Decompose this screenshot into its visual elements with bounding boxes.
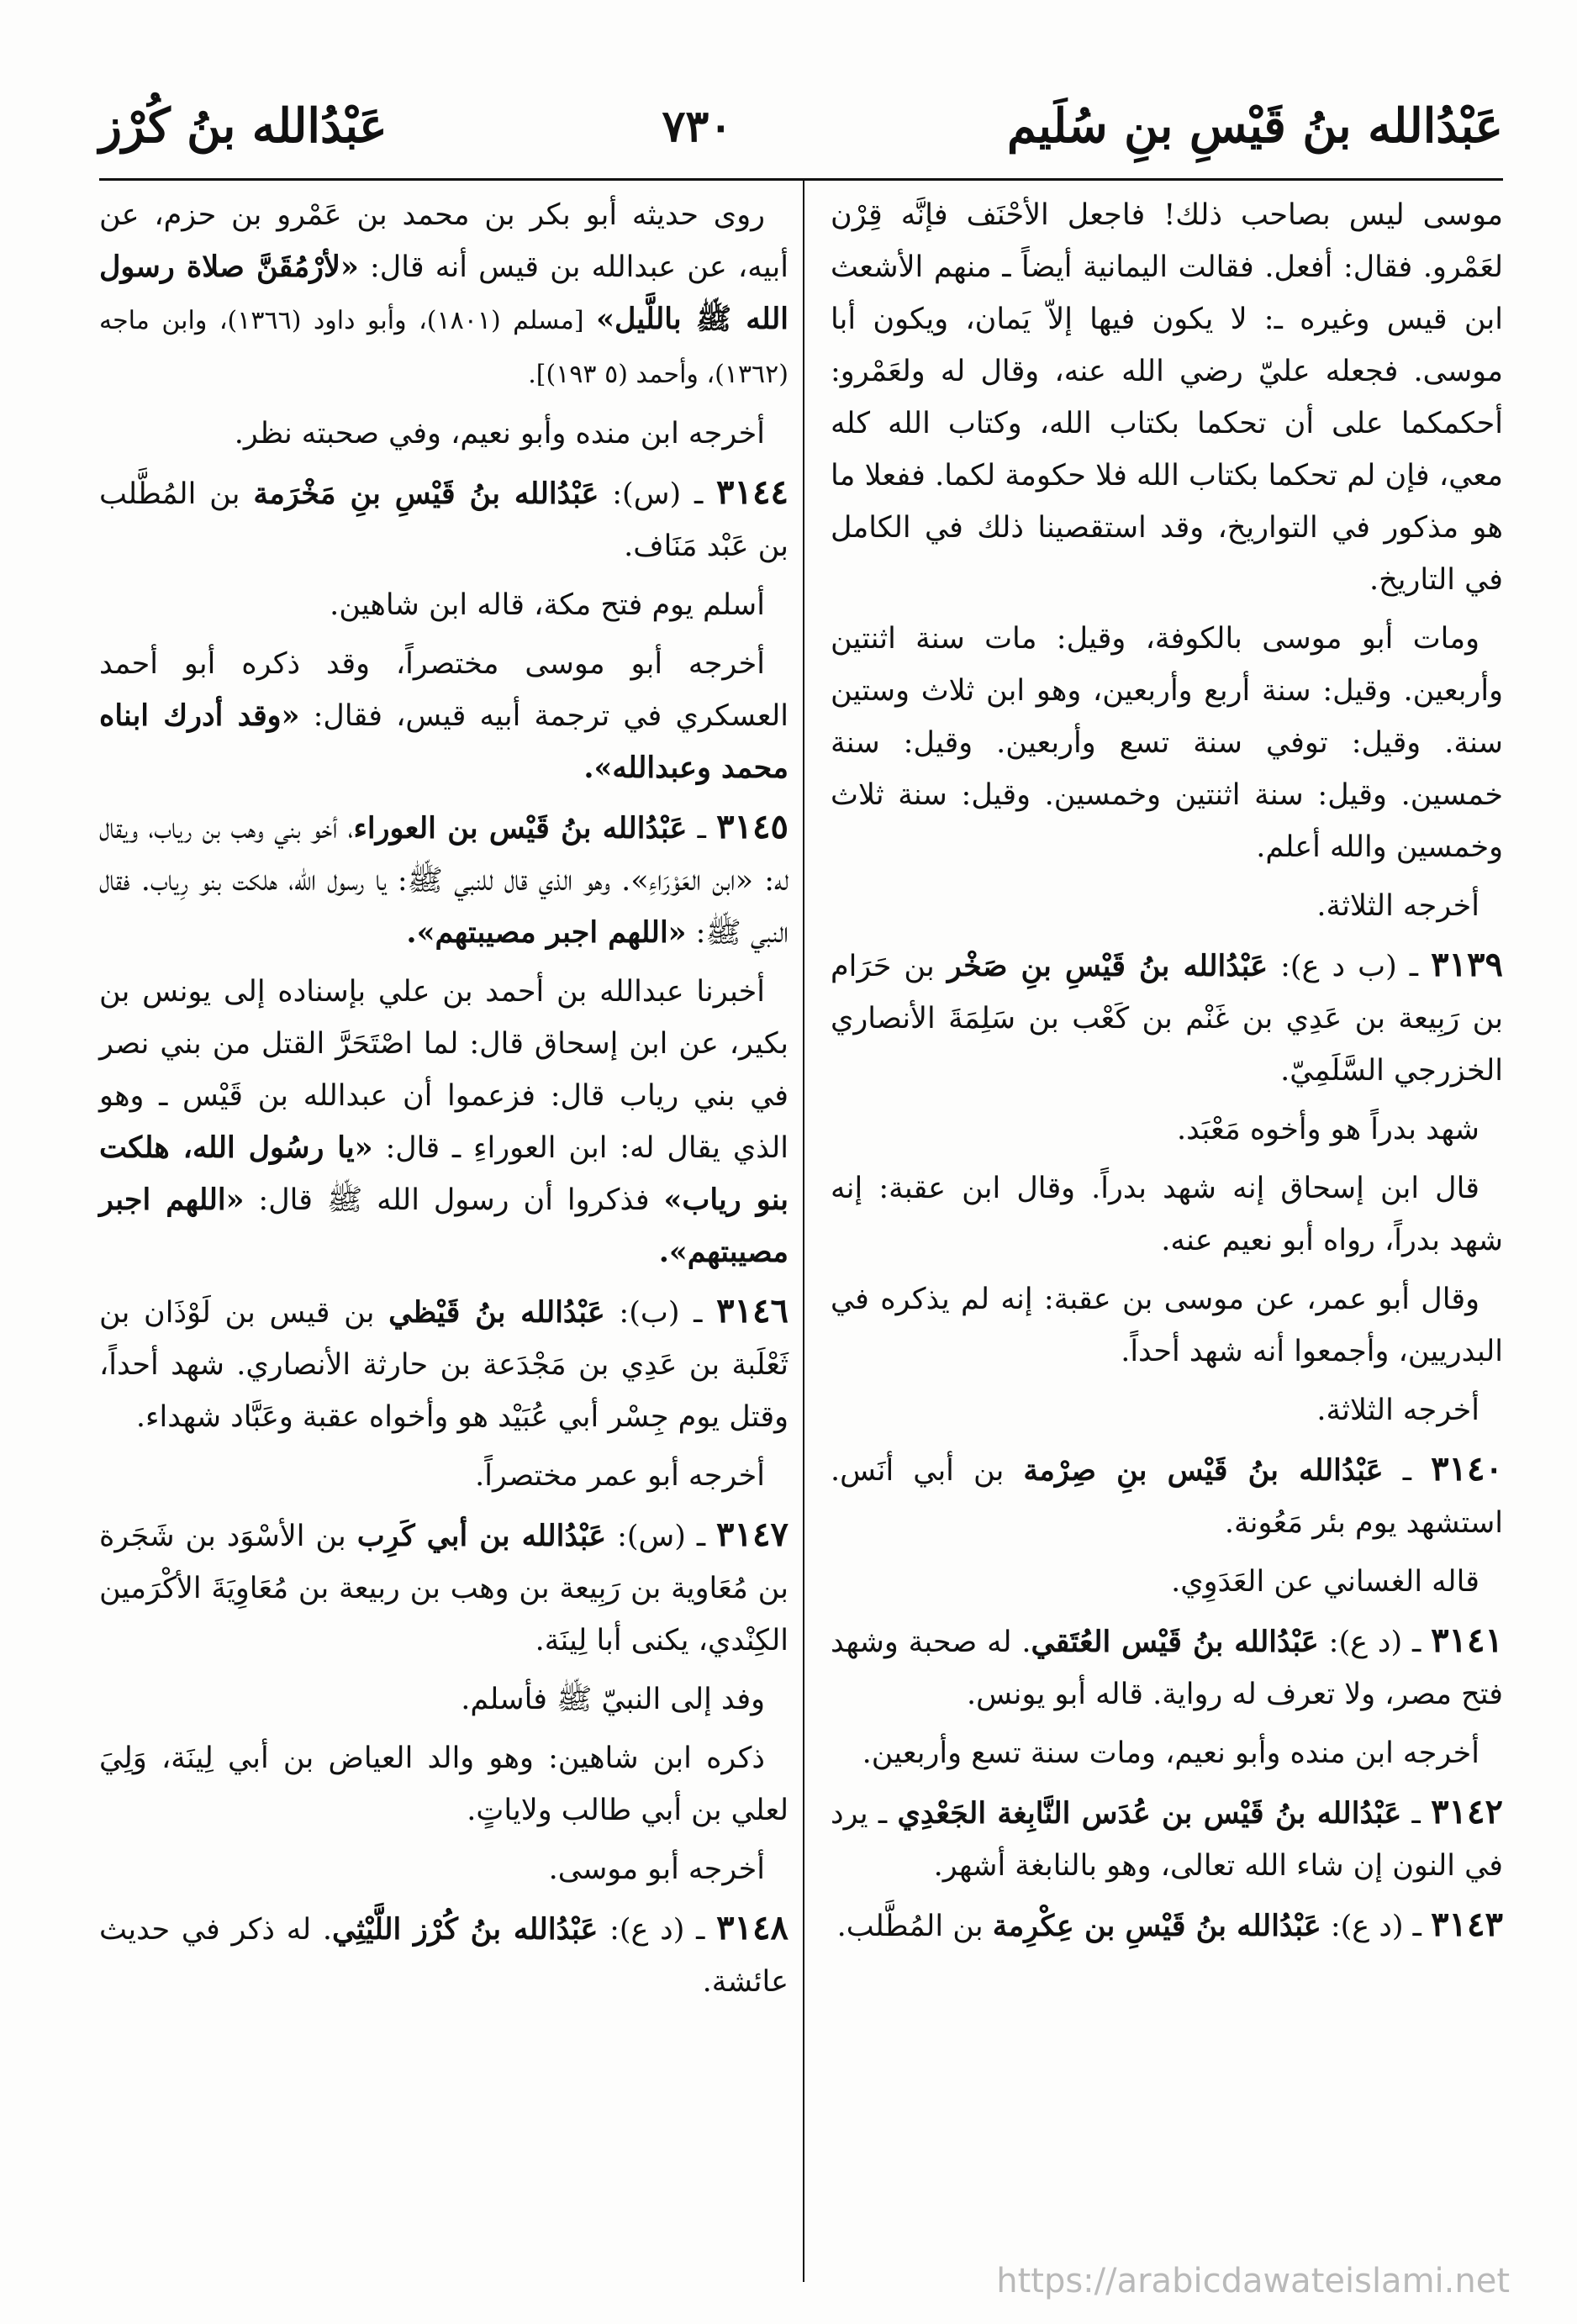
entry-prefix: ـ (س): <box>599 477 717 511</box>
entry-prefix: ـ <box>687 812 717 846</box>
entry-3145 <box>99 801 788 959</box>
entry-number: ٣١٤٦ <box>716 1291 788 1331</box>
paragraph-text: أخبرنا عبدالله بن أحمد بن علي بإسناده إلى يونس بن بكير، عن ابن إسحاق قال: لما اصْتَحَرَّ القتل من بني نصر في بني رياب قال: فزعموا أن عبدالله بن قَيْس ـ وهو الذي يقال له: ابن العوراءِ ـ قال: <box>99 975 788 1165</box>
entry-text: بن قيس بن لَوْذَان بن ثَعْلَبة بن عَدِي بن مَجْدَعة بن حارثة الأنصاري. شهد أحداً، وقتل يوم جِسْر أبي عُبَيْد هو وأخواه عقبة وعَبَّاد شهداء. <box>99 1296 788 1434</box>
paragraph: وفد إلى النبيّ ﷺ فأسلم. <box>461 1683 765 1716</box>
entry-number: ٣١٤٧ <box>716 1515 788 1554</box>
entry-name: عَبْدُالله بنُ قَيْسِ بن عِكْرِمة <box>992 1909 1321 1943</box>
hadith-quote: «اللهم اجبر مصيبتهم». <box>99 1183 788 1269</box>
entry-name: عَبْدُالله بنُ قَيْس العُتَقي <box>1031 1625 1319 1659</box>
paragraph: ومات أبو موسى بالكوفة، وقيل: مات سنة اثنتين وأربعين. وقيل: سنة أربع وأربعين، وهو ابن ثلاث وستين سنة. وقيل: توفي سنة تسع وأربعين. وقيل: سنة خمسين. وقيل: سنة اثنتين وخمسين. وقيل: سنة ثلاث وخمسين والله أعلم. <box>831 622 1503 864</box>
entry-3147 <box>99 1509 788 1667</box>
entry-name: عَبْدُالله بنُ قَيْس بن العوراء <box>353 811 688 846</box>
entry-prefix: ـ <box>1383 1454 1432 1488</box>
entry-3140 <box>831 1443 1503 1549</box>
entry-text: بن حَرَام بن رَبِيعة بن عَدِي بن غَنْم بن كَعْب بن سَلِمَةَ الأنصاري الخزرجي السَّلَمِيّ. <box>831 950 1503 1088</box>
entry-name: عَبْدُالله بنُ قَيْسِ بنِ مَخْرَمة <box>253 477 599 511</box>
entry-prefix: ـ (س): <box>606 1520 717 1553</box>
entry-3143 <box>831 1899 1503 1952</box>
entry-text: بن الأسْوَد بن شَجَرة بن مُعَاوية بن رَبِيعة بن وهب بن ربيعة بن مُعَاوِيَةَ الأكْرَمين الكِنْدي، يكنى أبا لِينَة. <box>99 1520 788 1657</box>
paragraph <box>99 638 788 794</box>
entry-name: عَبْدُالله بنُ قَيْظي <box>388 1295 605 1330</box>
paragraph: أخرجه أبو موسى. <box>548 1852 765 1886</box>
entry-number: ٣١٤٠ <box>1431 1449 1503 1489</box>
entry-3139 <box>831 939 1503 1097</box>
header-right-title: عَبْدُالله بنُ قَيْسِ بنِ سُلَيم <box>1007 98 1503 154</box>
entry-number: ٣١٤٣ <box>1431 1905 1503 1944</box>
entry-prefix: ـ (ب د ع): <box>1268 950 1432 983</box>
entry-text: بن أبي أنَس. استشهد يوم بئر مَعُونة. <box>831 1454 1503 1540</box>
entry-text: بن المُطَّلب. <box>836 1910 993 1943</box>
paragraph: ذكره ابن شاهين: وهو والد العياض بن أبي لِينَة، وَلِيَ لعلي بن أبي طالب ولاياتٍ. <box>99 1742 788 1827</box>
paragraph: قاله الغساني عن العَدَوِي. <box>1171 1565 1479 1599</box>
entry-text: . له ذكر في حديث عائشة. <box>99 1913 788 1999</box>
entry-3148 <box>99 1902 788 2008</box>
paragraph <box>99 189 788 401</box>
entry-3142 <box>831 1786 1503 1892</box>
paragraph <box>99 966 788 1278</box>
paragraph-text: روى حديثه أبو بكر بن محمد بن عَمْرو بن حزم، عن أبيه، عن عبدالله بن قيس أنه قال: <box>99 198 788 284</box>
hadith-quote: «اللهم اجبر مصيبتهم». <box>406 915 687 950</box>
entry-prefix: ـ <box>1401 1797 1432 1831</box>
paragraph: أخرجه ابن منده وأبو نعيم، ومات سنة تسع وأربعين. <box>862 1736 1479 1770</box>
entry-3146 <box>99 1285 788 1443</box>
header-left-title: عَبْدُالله بنُ كُرْز <box>99 98 388 154</box>
paragraph: وقال أبو عمر، عن موسى بن عقبة: إنه لم يذكره في البدريين، وأجمعوا أنه شهد أحداً. <box>831 1283 1503 1368</box>
paragraph: أخرجه ابن منده وأبو نعيم، وفي صحبته نظر. <box>234 417 765 451</box>
entry-number: ٣١٤١ <box>1431 1620 1503 1660</box>
entry-number: ٣١٤٤ <box>716 472 788 512</box>
paragraph: أسلم يوم فتح مكة، قاله ابن شاهين. <box>330 588 765 622</box>
paragraph-text: فذكروا أن رسول الله ﷺ قال: <box>244 1183 664 1217</box>
entry-text: . له صحبة وشهد فتح مصر، ولا تعرف له رواية. قاله أبو يونس. <box>831 1626 1503 1711</box>
entry-prefix: ـ (ب): <box>604 1296 717 1330</box>
column-divider <box>803 181 804 2282</box>
entry-prefix: ـ (د ع): <box>1321 1910 1432 1943</box>
entry-number: ٣١٤٢ <box>1431 1792 1503 1831</box>
citation: [مسلم (١٨٠١)، وأبو داود (١٣٦٦)، وابن ماجه (١٣٦٢)، وأحمد (٥ ١٩٣)]. <box>99 306 788 389</box>
hadith-quote: «يا رسُول الله، هلكت بنو رياب» <box>99 1130 789 1217</box>
watermark-url: https://arabicdawateislami.net <box>996 2262 1510 2300</box>
paragraph: أخرجه الثلاثة. <box>1316 1394 1479 1427</box>
page-number: ٧٣٠ <box>662 100 733 152</box>
paragraph-text: أخرجه أبو موسى مختصراً، وقد ذكره أبو أحمد العسكري في ترجمة أبيه قيس، فقال: <box>99 647 788 733</box>
entry-3141 <box>831 1615 1503 1721</box>
entry-name: عَبْدُالله بنُ كُرْز اللَّيْثِي <box>331 1912 599 1947</box>
paragraph: شهد بدراً هو وأخوه مَعْبَد. <box>1177 1113 1479 1146</box>
page-header <box>99 80 1503 172</box>
entry-text: ـ يرد في النون إن شاء الله تعالى، وهو بالنابغة أشهر. <box>831 1797 1503 1883</box>
left-column <box>99 189 788 2015</box>
entry-name: عَبْدُالله بنُ قَيْس بنِ صِرْمة <box>1023 1453 1384 1488</box>
entry-number: ٣١٣٩ <box>1431 945 1503 984</box>
entry-number: ٣١٤٨ <box>716 1908 788 1947</box>
paragraph: قال ابن إسحاق إنه شهد بدراً. وقال ابن عقبة: إنه شهد بدراً، رواه أبو نعيم عنه. <box>831 1172 1503 1257</box>
entry-3144 <box>99 466 788 572</box>
entry-prefix: ـ (د ع): <box>1318 1626 1432 1659</box>
entry-text: بن المُطَّلب بن عَبْد مَنَاف. <box>99 477 788 563</box>
entry-number: ٣١٤٥ <box>716 807 788 846</box>
paragraph: أخرجه أبو عمر مختصراً. <box>475 1459 765 1493</box>
header-rule <box>99 178 1503 181</box>
entry-name: عَبْدُالله بن أبي كَرِب <box>356 1519 607 1553</box>
paragraph: أخرجه الثلاثة. <box>1316 889 1479 923</box>
entry-text: ، أخو بني وهب بن رياب، ويقال له: «ابن العَوْرَاءِ». وهو الذي قال للنبي ﷺ: يا رسول الله، هلكت بنو رِياب. فقال النبي ﷺ: <box>99 812 788 950</box>
hadith-quote: «لأرْمُقَنَّ صلاة رسول الله ﷺ باللَّيل» <box>99 250 788 336</box>
paragraph: موسى ليس بصاحب ذلك! فاجعل الأحْنَف فإنَّه قِرْن لعَمْرو. فقال: أفعل. فقالت اليمانية أيضاً ـ منهم الأشعث ابن قيس وغيره ـ: لا يكون فيها إلاّ يَمان، ويكون أبا موسى. فجعله عليّ رضي الله عنه، وقال له ولعَمْرو: أحكمكما على أن تحكما بكتاب الله، وكتاب الله كله معي، فإن لم تحكما بكتاب الله فلا حكومة لكما. ففعلا ما هو مذكور في التواريخ، وقد استقصينا ذلك في الكامل في التاريخ. <box>831 198 1503 597</box>
entry-prefix: ـ (د ع): <box>598 1913 717 1947</box>
right-column <box>831 189 1503 1959</box>
entry-name: عَبْدُالله بنُ قَيْس بن عُدَس النَّابِغة الجَعْدِي <box>897 1796 1402 1831</box>
entry-name: عَبْدُالله بنُ قَيْسِ بنِ صَخْر <box>947 949 1268 983</box>
quote: «وقد أدرك ابناه محمد وعبدالله». <box>99 698 788 785</box>
